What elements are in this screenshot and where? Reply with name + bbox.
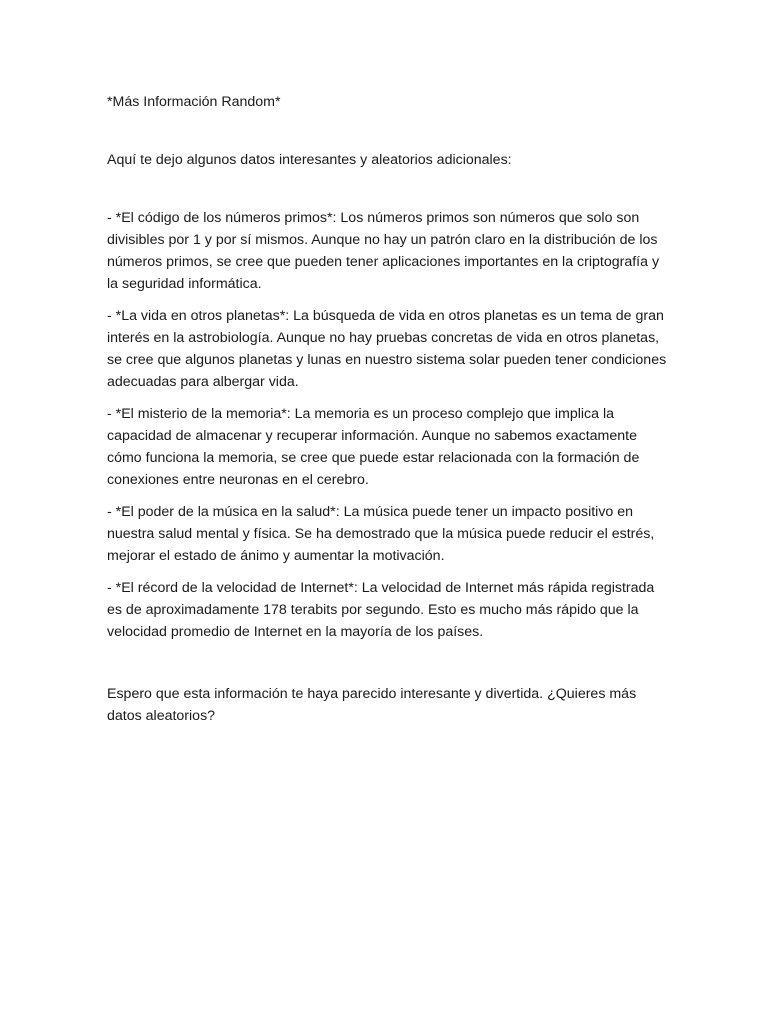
document-title: *Más Información Random* bbox=[107, 94, 281, 110]
closing-paragraph: Espero que esta información te haya parecido interesante y divertida. ¿Quieres más datos aleatorios? bbox=[107, 686, 637, 724]
facts-list bbox=[107, 207, 667, 643]
intro-paragraph: Aquí te dejo algunos datos interesantes y aleatorios adicionales: bbox=[107, 152, 512, 168]
fact-item-memory: - *El misterio de la memoria*: La memoria es un proceso complejo que implica la capacidad de almacenar y recuperar información. Aunque no sabemos exactamente cómo funciona la memoria, se cree que puede estar relacionada con la formación de conexiones entre neuronas en el cerebro. bbox=[107, 406, 640, 488]
document-page bbox=[107, 91, 667, 727]
fact-item-music-health: - *El poder de la música en la salud*: La música puede tener un impacto positivo en nuestra salud mental y física. Se ha demostrado que la música puede reducir el estrés, mejorar el estado de ánimo y aumentar la motivación. bbox=[107, 504, 655, 564]
fact-item-prime-numbers: - *El código de los números primos*: Los números primos son números que solo son divisibles por 1 y por sí mismos. Aunque no hay un patrón claro en la distribución de los números primos, se cree que pueden tener aplicaciones importantes en la criptografía y la seguridad informática. bbox=[107, 210, 660, 292]
fact-item-internet-speed: - *El récord de la velocidad de Internet*: La velocidad de Internet más rápida registrada es de aproximadamente 178 terabits por segundo. Esto es mucho más rápido que la velocidad promedio de Internet en la mayoría de los países. bbox=[107, 580, 655, 640]
fact-item-life-other-planets: - *La vida en otros planetas*: La búsqueda de vida en otros planetas es un tema de gran interés en la astrobiología. Aunque no hay pruebas concretas de vida en otros planetas, se cree que algunos planetas y lunas en nuestro sistema solar pueden tener condiciones adecuadas para albergar vida. bbox=[107, 308, 667, 390]
